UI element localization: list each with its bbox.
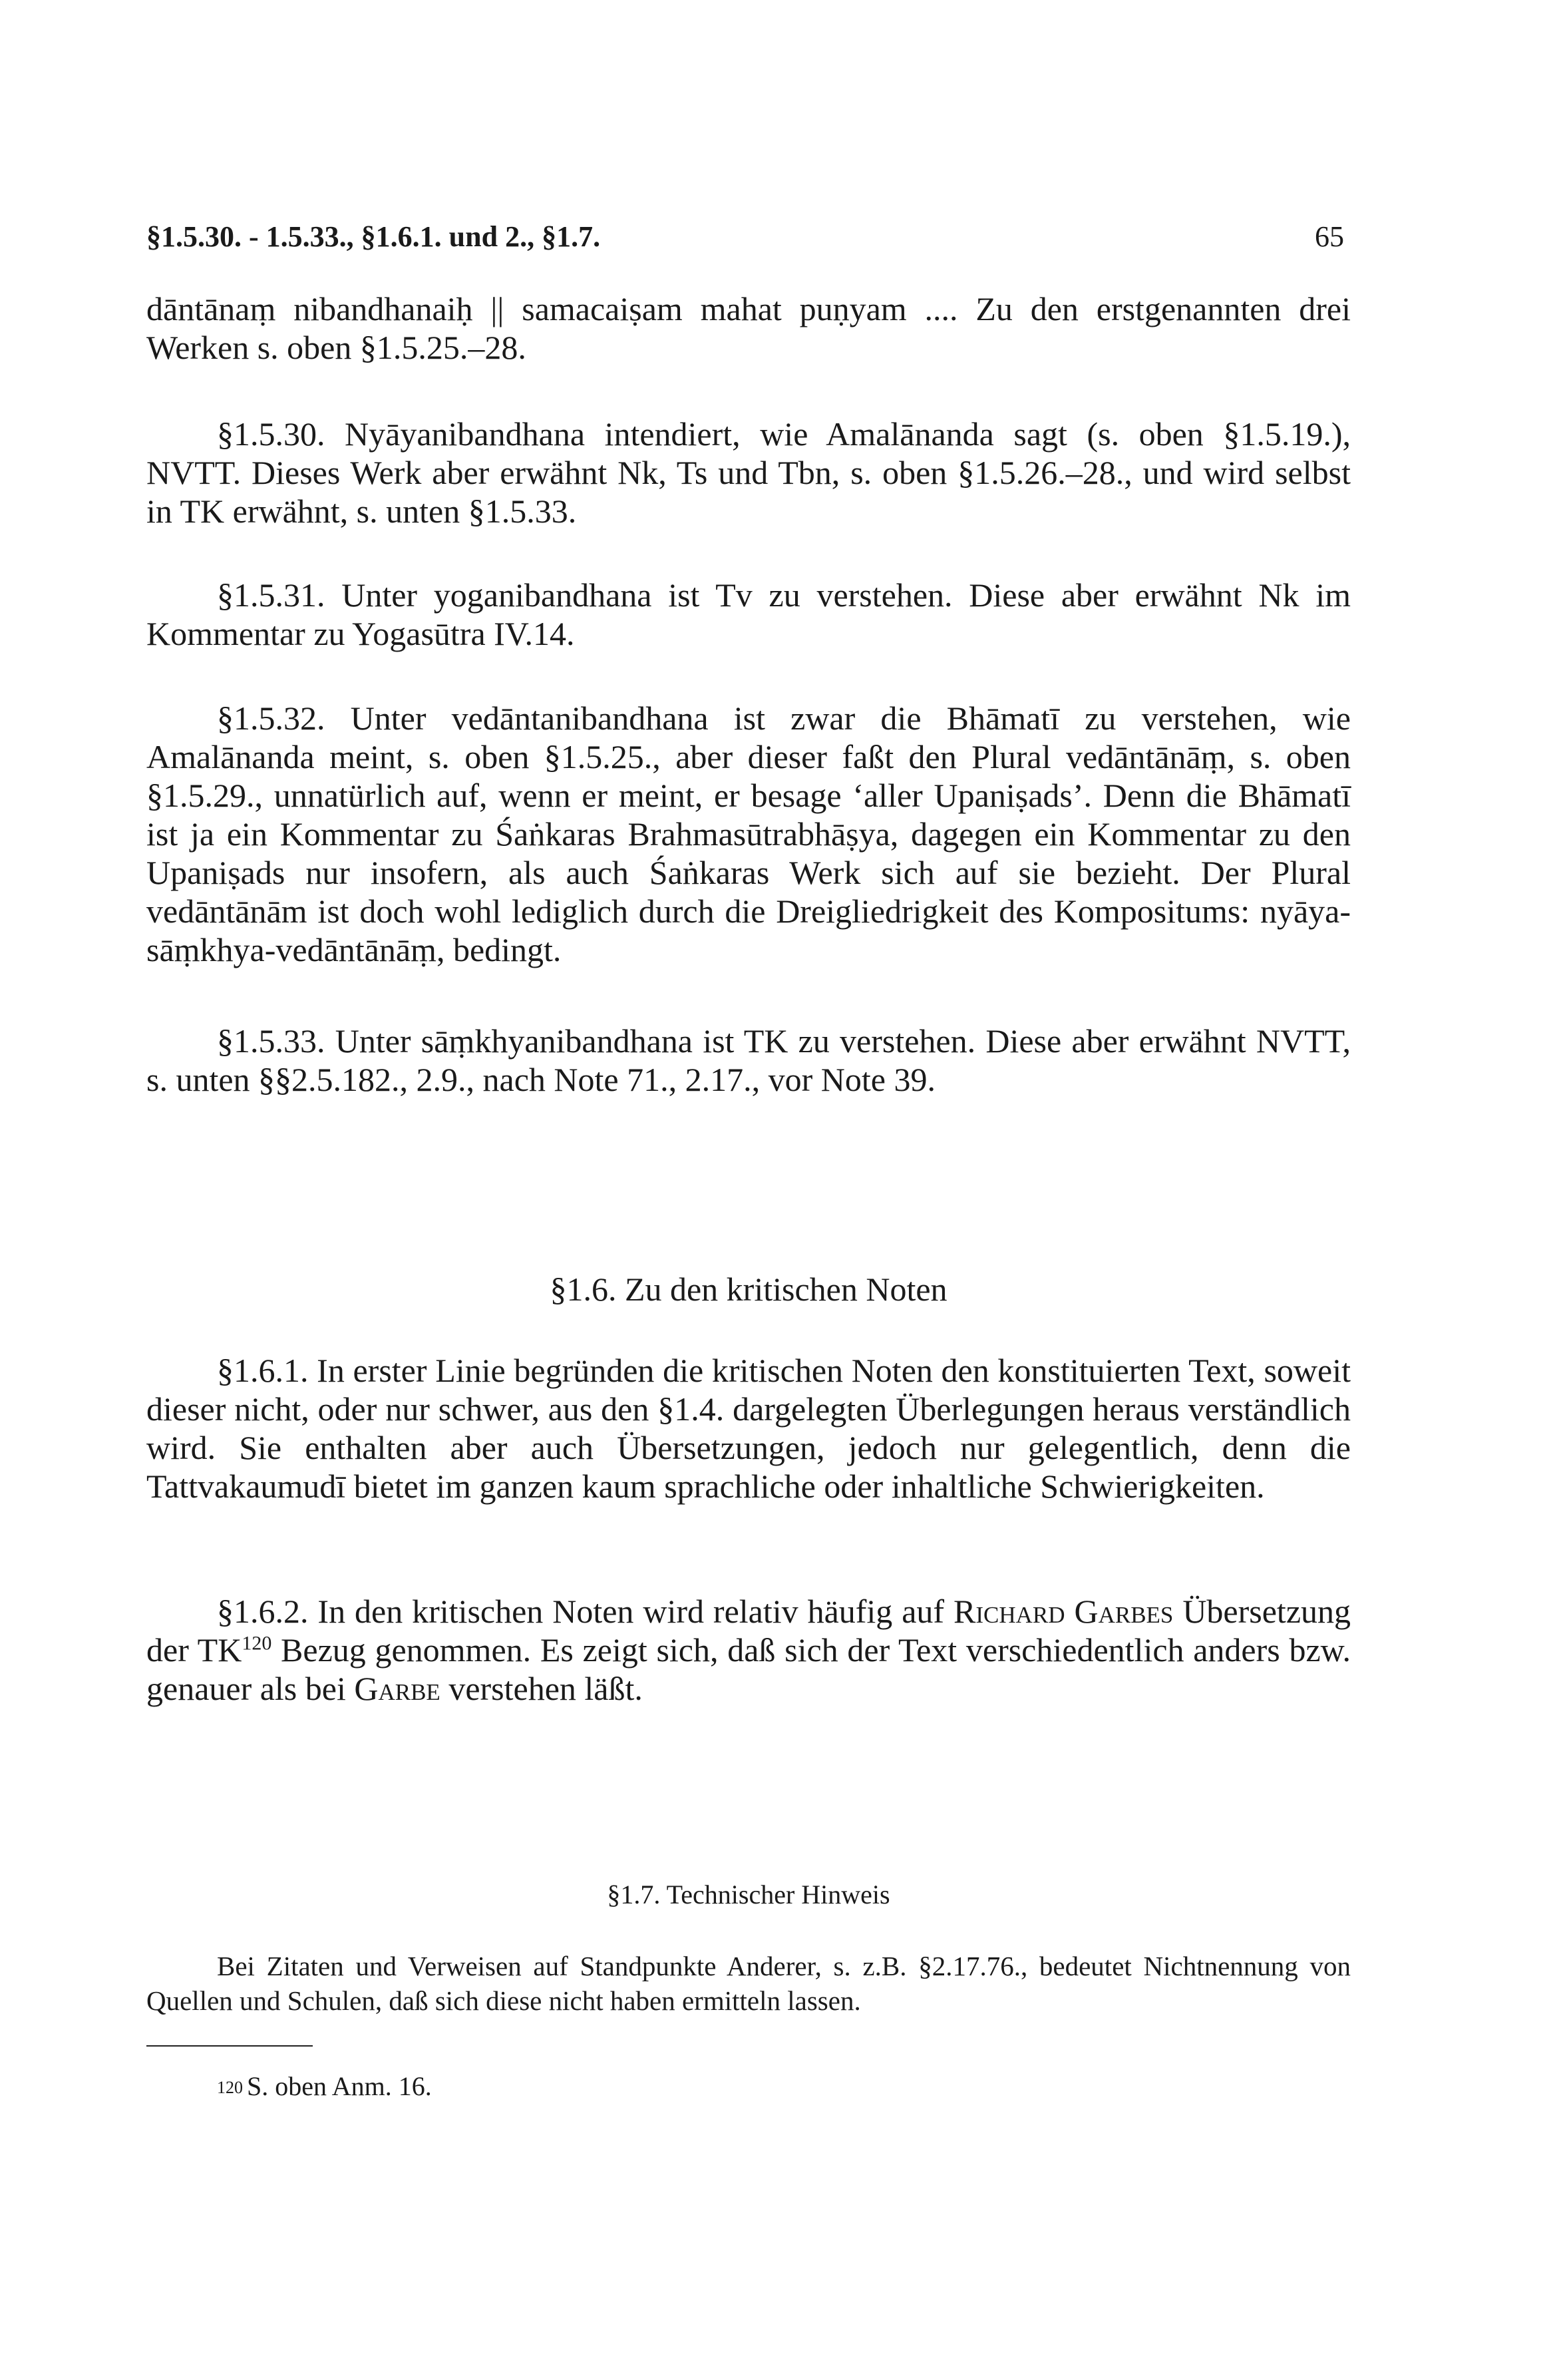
paragraph-1-5-31: §1.5.31. Unter yoganibandhana ist Tv zu verstehen. Diese aber erwähnt Nk im Kommentar zu Yogasūtra IV.14. (146, 576, 1351, 652)
paragraph-1-5-33: §1.5.33. Unter sāṃkhyanibandhana ist TK zu verstehen. Diese aber erwähnt NVTT, s. unten §§2.5.182., 2.9., nach Note 71., 2.17., vor Note 39. (146, 1022, 1351, 1098)
paragraph-1-5-30: §1.5.30. Nyāyanibandhana intendiert, wie Amalānanda sagt (s. oben §1.5.19.), NVTT. Dieses Werk aber erwähnt Nk, Ts und Tbn, s. oben §1.5.26.–28., und wird selbst in TK erwähnt, s. unten §1.5.33. (146, 415, 1351, 530)
p162-text-2: Übersetzung der TK (146, 1593, 1351, 1669)
paragraph-continuation: dāntānaṃ nibandhanaiḥ || samacaiṣam mahat puṇyam .... Zu den erstgenannten drei Werken s. oben §1.5.25.–28. (146, 290, 1351, 366)
running-head (146, 217, 1351, 257)
footnote-ref-120[interactable]: 120 (242, 1632, 272, 1655)
p162-text-3: Bezug genommen. Es zeigt sich, daß sich der Text verschiedentlich anders bzw. genauer als bei (146, 1631, 1351, 1707)
paragraph-1-6-2 (146, 1592, 1351, 1708)
author-name-garbes: Richard Garbes (953, 1593, 1174, 1630)
page-number: 65 (1315, 220, 1344, 253)
footnote-divider (146, 2045, 313, 2047)
p162-text-4: verstehen läßt. (440, 1670, 643, 1707)
section-heading-1-7: §1.7. Technischer Hinweis (607, 1880, 890, 1909)
p162-text-1: §1.6.2. In den kritischen Noten wird relativ häufig auf (217, 1593, 954, 1630)
running-head-title: §1.5.30. - 1.5.33., §1.6.1. und 2., §1.7. (146, 220, 601, 253)
document-page (146, 0, 1351, 2380)
section-heading-1-6: §1.6. Zu den kritischen Noten (550, 1271, 948, 1308)
footnote-text: S. oben Anm. 16. (247, 2071, 432, 2101)
paragraph-1-5-32: §1.5.32. Unter vedāntanibandhana ist zwar die Bhāmatī zu verstehen, wie Amalānanda meint, s. oben §1.5.25., aber dieser faßt den Plural vedāntānāṃ, s. oben §1.5.29., unnatürlich auf, wenn er meint, er besage ‘aller Upaniṣads’. Denn die Bhāmatī ist ja ein Kommentar zu Śaṅkaras Brahmasūtrabhāṣya, dagegen ein Kommentar zu den Upaniṣads nur insofern, als auch Śaṅkaras Werk sich auf sie bezieht. Der Plural vedāntānām ist doch wohl lediglich durch die Dreigliedrigkeit des Kompositums: nyāya-sāṃkhya-vedāntānāṃ, bedingt. (146, 699, 1351, 968)
footnote-120 (217, 2070, 432, 2103)
paragraph-1-6-1: §1.6.1. In erster Linie begründen die kritischen Noten den konstituierten Text, soweit dieser nicht, oder nur schwer, aus den §1.4. dargelegten Überlegungen heraus verständlich wird. Sie enthalten aber auch Übersetzungen, jedoch nur gelegentlich, denn die Tattvakaumudī bietet im ganzen kaum sprachliche oder inhaltliche Schwierigkeiten. (146, 1352, 1351, 1505)
footnote-mark: 120 (217, 2078, 243, 2097)
paragraph-1-7: Bei Zitaten und Verweisen auf Standpunkte Anderer, s. z.B. §2.17.76., bedeutet Nichtnennung von Quellen und Schulen, daß sich diese nicht haben ermitteln lassen. (146, 1951, 1351, 2016)
author-name-garbe: Garbe (354, 1670, 440, 1707)
